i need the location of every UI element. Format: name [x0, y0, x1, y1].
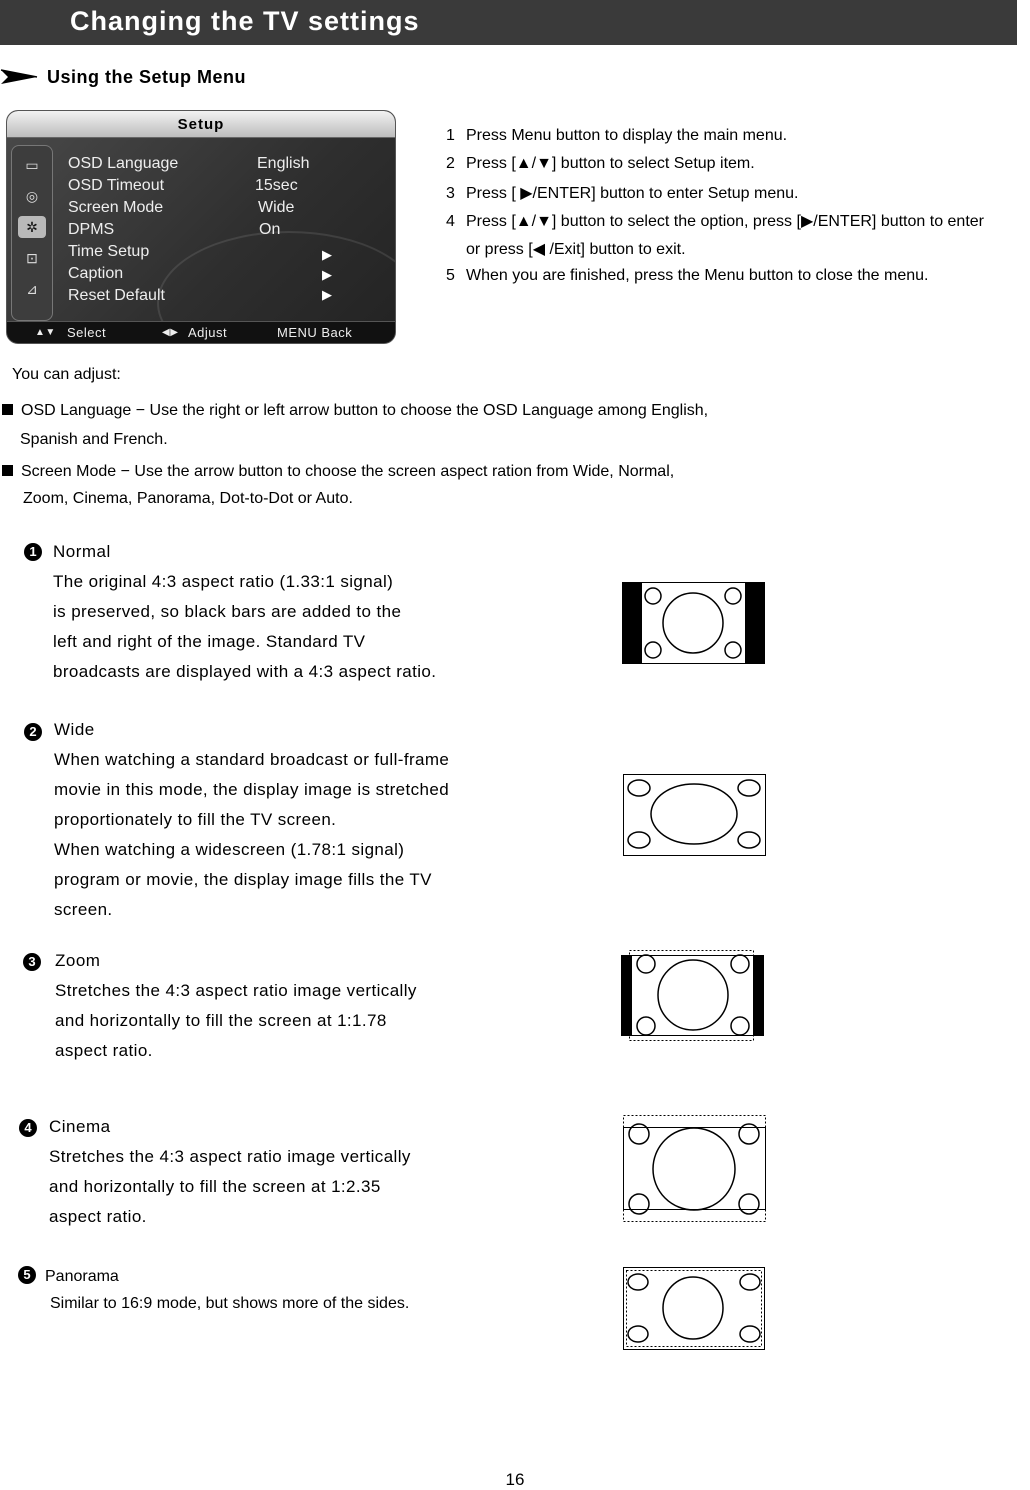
mode-wide-line: When watching a widescreen (1.78:1 signal) — [54, 840, 405, 859]
menu-item-dpms[interactable]: DPMS — [68, 221, 115, 238]
setup-gear-icon[interactable]: ✲ — [18, 216, 46, 238]
mode-zoom-line: and horizontally to fill the screen at 1:1.78 — [55, 1011, 387, 1030]
mode-wide-line: movie in this mode, the display image is stretched — [54, 780, 450, 799]
mode-normal-line: The original 4:3 aspect ratio (1.33:1 signal) — [53, 572, 394, 591]
normal-mode-diagram — [622, 582, 765, 664]
footer-back-hint: MENU Back — [277, 325, 353, 340]
menu-value-osd-timeout: 15sec — [255, 177, 298, 194]
mode-wide-line: proportionately to fill the TV screen. — [54, 810, 337, 829]
step-1: 1 Press Menu button to display the main menu. — [446, 127, 788, 144]
setup-menu-panel — [6, 110, 396, 344]
mode-normal-line: broadcasts are displayed with a 4:3 aspect ratio. — [53, 662, 437, 681]
mode-wide-line: When watching a standard broadcast or full-frame — [54, 750, 450, 769]
mode-title-normal: Normal — [53, 542, 111, 561]
mode-panorama-line: Similar to 16:9 mode, but shows more of the sides. — [50, 1295, 410, 1312]
menu-item-osd-language[interactable]: OSD Language — [68, 155, 179, 172]
mode-zoom-line: aspect ratio. — [55, 1041, 153, 1060]
page-title: Changing the TV settings — [70, 6, 420, 36]
mode-zoom-line: Stretches the 4:3 aspect ratio image vertically — [55, 981, 417, 1000]
arrow-bullet-icon — [0, 66, 38, 88]
cinema-mode-diagram — [622, 1114, 767, 1224]
square-bullet-icon — [2, 404, 13, 415]
footer-adjust-hint: Adjust — [188, 325, 228, 340]
number-badge-1: 1 — [24, 543, 42, 561]
adjust-intro: You can adjust: — [12, 366, 121, 383]
menu-item-reset-default[interactable]: Reset Default — [68, 287, 165, 304]
square-bullet-icon — [2, 465, 13, 476]
number-badge-5: 5 — [18, 1266, 36, 1284]
menu-value-dpms: On — [259, 221, 281, 238]
mode-title-zoom: Zoom — [55, 951, 101, 970]
number-badge-2: 2 — [24, 723, 42, 741]
bullet-osd-language: OSD Language − Use the right or left arrow button to choose the OSD Language among English, — [2, 402, 708, 420]
menu-title: Setup — [177, 116, 225, 133]
submenu-arrow-icon: ▶ — [322, 267, 332, 282]
page-number: 16 — [505, 1470, 525, 1489]
menu-item-screen-mode[interactable]: Screen Mode — [68, 199, 164, 216]
mode-cinema-line: Stretches the 4:3 aspect ratio image vertically — [49, 1147, 411, 1166]
up-down-arrows-icon: ▲▼ — [35, 327, 56, 338]
menu-item-caption[interactable]: Caption — [68, 265, 124, 282]
bullet-osd-language-cont: Spanish and French. — [20, 431, 168, 448]
footer-select-hint: Select — [67, 325, 107, 340]
zoom-mode-diagram — [620, 948, 766, 1044]
number-badge-3: 3 — [23, 953, 41, 971]
step-4-continued: or press [◀ /Exit] button to exit. — [466, 241, 686, 258]
number-badge-4: 4 — [19, 1119, 37, 1137]
left-right-arrows-icon: ◀▶ — [162, 327, 179, 338]
bullet-screen-mode: Screen Mode − Use the arrow button to choose the screen aspect ration from Wide, Normal, — [2, 463, 674, 481]
satellite-icon[interactable]: ⊿ — [26, 280, 38, 297]
mode-title-wide: Wide — [54, 720, 95, 739]
mode-normal-line: left and right of the image. Standard TV — [53, 632, 366, 651]
panorama-mode-diagram — [622, 1266, 767, 1352]
mode-cinema-line: and horizontally to fill the screen at 1:2.35 — [49, 1177, 381, 1196]
menu-value-screen-mode: Wide — [258, 199, 295, 216]
step-4: 4 Press [▲/▼] button to select the option, press [▶/ENTER] button to enter — [446, 213, 984, 230]
mode-normal-line: is preserved, so black bars are added to the — [53, 602, 402, 621]
mode-wide-line: screen. — [54, 900, 113, 919]
menu-icon-column — [11, 145, 53, 321]
tv-icon[interactable]: ▭ — [25, 156, 39, 173]
mode-cinema-line: aspect ratio. — [49, 1207, 147, 1226]
submenu-arrow-icon: ▶ — [322, 287, 332, 302]
step-2: 2 Press [▲/▼] button to select Setup item. — [446, 155, 755, 172]
section-title: Using the Setup Menu — [47, 67, 246, 87]
menu-item-time-setup[interactable]: Time Setup — [68, 243, 150, 260]
mode-wide-line: program or movie, the display image fills the TV — [54, 870, 432, 889]
lock-icon[interactable]: ⊡ — [26, 249, 38, 266]
menu-title-bar — [7, 111, 395, 138]
menu-footer — [7, 321, 395, 344]
audio-icon[interactable]: ◎ — [25, 187, 39, 204]
mode-title-panorama: Panorama — [45, 1268, 119, 1285]
step-3: 3 Press [ ▶/ENTER] button to enter Setup menu. — [446, 185, 799, 202]
menu-item-osd-timeout[interactable]: OSD Timeout — [68, 177, 165, 194]
wide-mode-diagram — [623, 774, 766, 856]
mode-title-cinema: Cinema — [49, 1117, 111, 1136]
step-5: 5 When you are finished, press the Menu button to close the menu. — [446, 267, 929, 284]
submenu-arrow-icon: ▶ — [322, 247, 332, 262]
bullet-screen-mode-cont: Zoom, Cinema, Panorama, Dot-to-Dot or Auto. — [23, 490, 353, 507]
menu-value-osd-language: English — [257, 155, 310, 172]
